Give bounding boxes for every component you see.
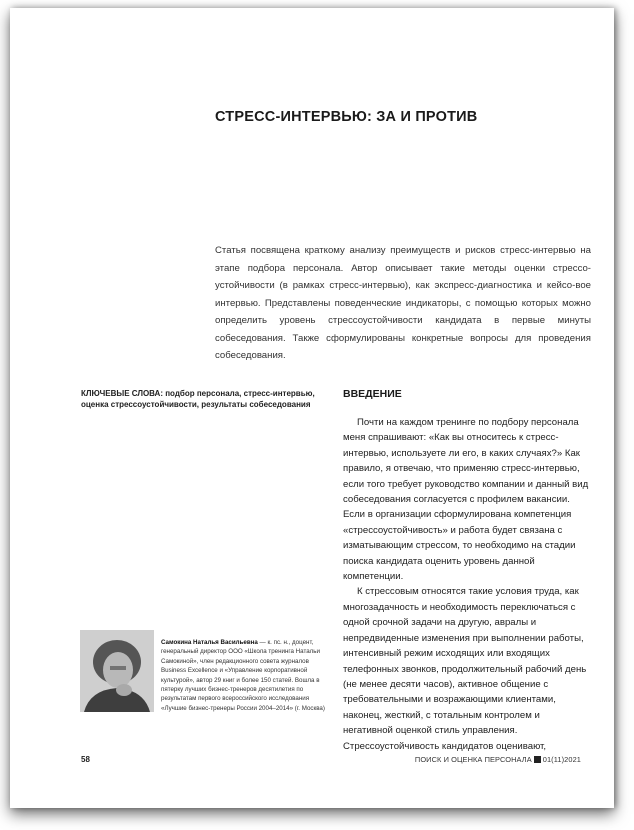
page-number: 58	[81, 755, 90, 764]
author-photo	[80, 630, 154, 712]
journal-name: ПОИСК И ОЦЕНКА ПЕРСОНАЛА	[414, 755, 532, 764]
keywords: КЛЮЧЕВЫЕ СЛОВА: подбор персонала, стресс-интервью, оценка стрессоустойчивости, результаты собеседования	[81, 389, 315, 409]
body-paragraph: К стрессовым относятся такие условия труда, как многозадачность и необходимость переключаться с одной срочной задачи на другую, авралы и непредвиденные изменения при выполнении работы, интенсивный режим исходящих или входящих телефонных звонков, продолжительный рабочий день (не менее десяти часов), активное общение с требовательными и возражающими клиентами, наконец, жесткий, с тотальным контролем и негативной оценкой стиль управления. Стрессоустойчивость кандидатов оценивают,	[343, 586, 587, 752]
author-bio	[161, 638, 331, 713]
body-paragraph: Почти на каждом тренинге по подбору персонала меня спрашивают: «Как вы относитесь к стресс-интервью, используете ли его, в каких случаях?» Как правило, я отвечаю, что применяю стресс-интервью, если того требует руководство компании и данный вид собеседования согласуется с профилем вакансии. Если в организации сформулирована компетенция «стрессоустойчивость» и работа будет связана с изматывающим стрессом, то необходимо на стадии поиска кандидата оценить уровень данной компетенции.	[343, 417, 589, 583]
journal-page	[10, 8, 614, 808]
article-title: СТРЕСС-ИНТЕРВЬЮ: ЗА И ПРОТИВ	[215, 109, 478, 125]
article-body	[343, 415, 590, 754]
article-abstract: Статья посвящена краткому анализу преимуществ и рисков стресс-интервью на этапе подбора персонала. Автор описывает такие методы оценки стрессо-устойчивости (в рамках стресс-интервью), как экспресс-диагностика и кейсо-вое интервью. Представлены поведенческие индикаторы, с помощью которых можно определить уровень стрессоустойчивости кандидата в первые минуты собеседования. Также сформулированы конкретные вопросы для проведения собеседования.	[215, 245, 591, 361]
running-footer	[415, 755, 581, 764]
issue-number: 01(11)2021	[542, 755, 581, 764]
author-name: Самокина Наталья Васильевна	[161, 639, 258, 646]
author-description: — к. пс. н., доцент, генеральный директор ООО «Школа тренинга Натальи Самокиной», член редакционного совета журналов Business Excellence и «Управление корпоративной культурой», автор 29 книг и более 150 статей. Вошла в пятерку лучших бизнес-тренеров десятилетия по результатам первого всероссийского исследования «Лучшие бизнес-тренеры России 2004–2014» (г. Москва)	[161, 639, 325, 712]
section-heading-introduction: ВВЕДЕНИЕ	[343, 388, 402, 400]
square-bullet-icon	[534, 756, 541, 763]
